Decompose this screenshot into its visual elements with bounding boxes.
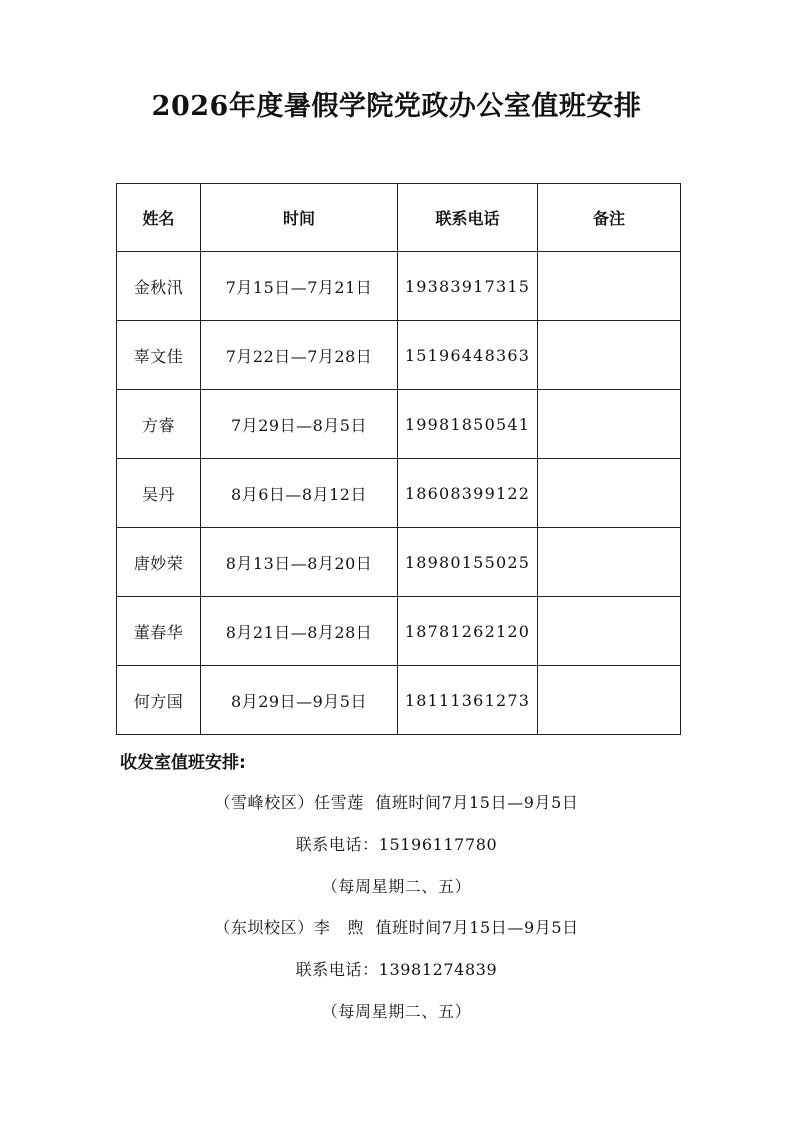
cell-time: 8月29日—9月5日 bbox=[201, 666, 398, 735]
cell-phone: 19383917315 bbox=[398, 252, 538, 321]
cell-note bbox=[538, 597, 681, 666]
duty-schedule-table bbox=[116, 183, 681, 735]
cell-note bbox=[538, 528, 681, 597]
table-row bbox=[117, 321, 681, 390]
table-row bbox=[117, 459, 681, 528]
header-note: 备注 bbox=[538, 184, 681, 252]
mailroom-xuefeng-duty: （雪峰校区）任雪莲 值班时间7月15日—9月5日 bbox=[214, 793, 579, 812]
cell-note bbox=[538, 252, 681, 321]
cell-note bbox=[538, 321, 681, 390]
cell-time: 7月15日—7月21日 bbox=[201, 252, 398, 321]
cell-time: 8月13日—8月20日 bbox=[201, 528, 398, 597]
table-row bbox=[117, 252, 681, 321]
cell-name: 金秋汛 bbox=[117, 252, 201, 321]
cell-time: 7月29日—8月5日 bbox=[201, 390, 398, 459]
table-row bbox=[117, 666, 681, 735]
table-row bbox=[117, 528, 681, 597]
cell-time: 8月6日—8月12日 bbox=[201, 459, 398, 528]
cell-note bbox=[538, 390, 681, 459]
mailroom-xuefeng-phone: 联系电话：15196117780 bbox=[295, 835, 498, 854]
table-row bbox=[117, 597, 681, 666]
cell-name: 吴丹 bbox=[117, 459, 201, 528]
mailroom-section-title: 收发室值班安排: bbox=[120, 753, 246, 773]
cell-name: 何方国 bbox=[117, 666, 201, 735]
cell-phone: 19981850541 bbox=[398, 390, 538, 459]
table-row bbox=[117, 390, 681, 459]
cell-phone: 18608399122 bbox=[398, 459, 538, 528]
header-phone: 联系电话 bbox=[398, 184, 538, 252]
mailroom-xuefeng-days: （每周星期二、五） bbox=[321, 877, 472, 896]
cell-note bbox=[538, 459, 681, 528]
cell-phone: 18781262120 bbox=[398, 597, 538, 666]
cell-name: 唐妙荣 bbox=[117, 528, 201, 597]
table-header-row bbox=[117, 184, 681, 252]
cell-time: 7月22日—7月28日 bbox=[201, 321, 398, 390]
cell-phone: 18980155025 bbox=[398, 528, 538, 597]
cell-phone: 18111361273 bbox=[398, 666, 538, 735]
cell-name: 辜文佳 bbox=[117, 321, 201, 390]
cell-name: 方睿 bbox=[117, 390, 201, 459]
cell-time: 8月21日—8月28日 bbox=[201, 597, 398, 666]
page-title: 2026年度暑假学院党政办公室值班安排 bbox=[151, 91, 642, 122]
cell-phone: 15196448363 bbox=[398, 321, 538, 390]
mailroom-dongba-duty: （东坝校区）李 煦 值班时间7月15日—9月5日 bbox=[214, 918, 579, 937]
cell-name: 董春华 bbox=[117, 597, 201, 666]
header-time: 时间 bbox=[201, 184, 398, 252]
mailroom-dongba-days: （每周星期二、五） bbox=[321, 1002, 472, 1021]
header-name: 姓名 bbox=[117, 184, 201, 252]
cell-note bbox=[538, 666, 681, 735]
mailroom-dongba-phone: 联系电话：13981274839 bbox=[295, 960, 498, 979]
